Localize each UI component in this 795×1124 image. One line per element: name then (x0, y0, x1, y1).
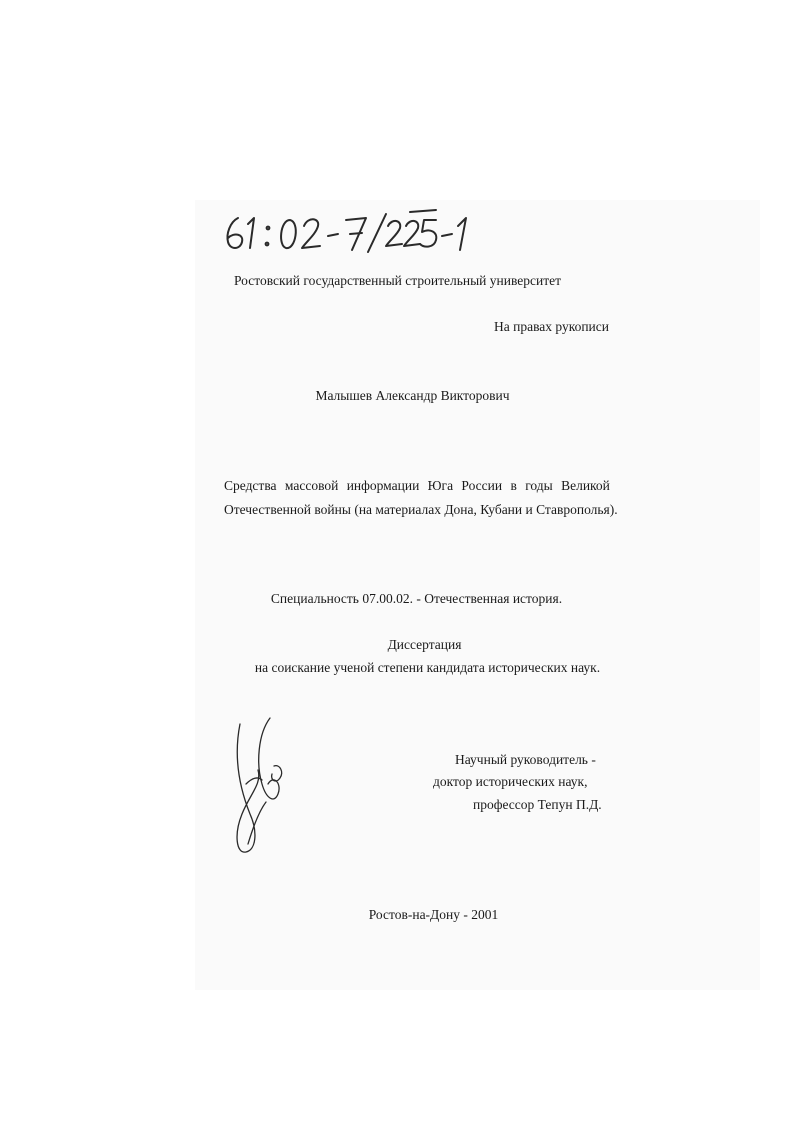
title-word: в (510, 478, 517, 493)
supervisor-role: Научный руководитель - (455, 752, 596, 767)
title-word: массовой (284, 478, 339, 493)
title-word: России (461, 478, 503, 493)
supervisor-degree: доктор исторических наук, (433, 774, 588, 789)
title-line-1 (224, 478, 610, 494)
title-word: годы (525, 478, 553, 493)
title-line-2: Отечественной войны (на материалах Дона, Кубани и Ставрополья). (224, 502, 618, 518)
title-word: Средства (224, 478, 277, 493)
specialty: Специальность 07.00.02. - Отечественная история. (270, 591, 563, 606)
place-year: Ростов-на-Дону - 2001 (368, 907, 499, 922)
dissertation-title (224, 478, 618, 518)
manuscript-note: На правах рукописи (493, 319, 609, 334)
title-word: Юга (427, 478, 454, 493)
dissertation-label: Диссертация (387, 637, 462, 652)
supervisor-name: профессор Тепун П.Д. (473, 797, 602, 812)
degree-line: на соискание ученой степени кандидата исторических наук. (254, 660, 601, 675)
signature (228, 714, 292, 856)
title-word: Великой (561, 478, 610, 493)
title-word: информации (346, 478, 420, 493)
handwritten-archive-number (222, 204, 482, 256)
author-name: Малышев Александр Викторович (315, 388, 510, 403)
university-name: Ростовский государственный строительный университет (233, 273, 561, 288)
